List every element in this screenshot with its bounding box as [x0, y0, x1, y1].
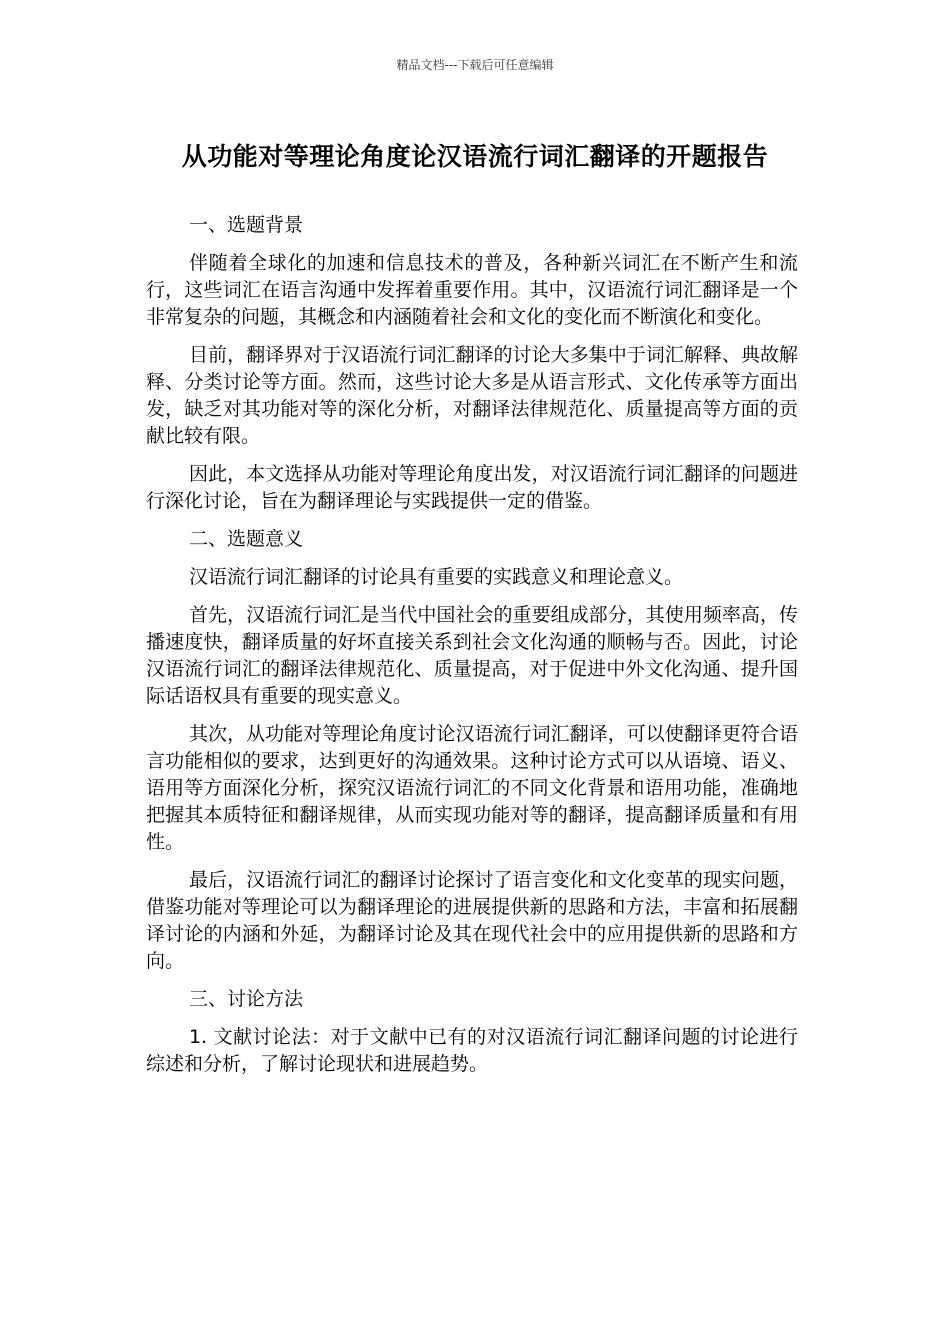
paragraph: 伴随着全球化的加速和信息技术的普及，各种新兴词汇在不断产生和流行，这些词汇在语言沟通中发挥着重要作用。其中，汉语流行词汇翻译是一个非常复杂的问题，其概念和内涵随着社会和文化的变化而不断演化和变化。	[146, 252, 798, 328]
paragraph: 1. 文献讨论法：对于文献中已有的对汉语流行词汇翻译问题的讨论进行综述和分析，了解讨论现状和进展趋势。	[146, 1026, 798, 1075]
document-body	[146, 212, 798, 1089]
section-heading-significance: 二、选题意义	[189, 528, 304, 550]
paragraph: 因此，本文选择从功能对等理论角度出发，对汉语流行词汇翻译的问题进行深化讨论，旨在为翻译理论与实践提供一定的借鉴。	[146, 463, 798, 512]
section-heading-background: 一、选题背景	[189, 214, 304, 236]
document-title: 从功能对等理论角度论汉语流行词汇翻译的开题报告	[181, 142, 769, 171]
paragraph: 目前，翻译界对于汉语流行词汇翻译的讨论大多集中于词汇解释、典故解释、分类讨论等方面。然而，这些讨论大多是从语言形式、文化传承等方面出发，缺乏对其功能对等的深化分析，对翻译法律规范化、质量提高等方面的贡献比较有限。	[146, 344, 798, 447]
paragraph: 其次，从功能对等理论角度讨论汉语流行词汇翻译，可以使翻译更符合语言功能相似的要求，达到更好的沟通效果。这种讨论方式可以从语境、语义、语用等方面深化分析，探究汉语流行词汇的不同文化背景和语用功能，准确地把握其本质特征和翻译规律，从而实现功能对等的翻译，提高翻译质量和有用性。	[146, 723, 798, 853]
page-header-note: 精品文档---下载后可任意编辑	[396, 58, 554, 72]
paragraph: 首先，汉语流行词汇是当代中国社会的重要组成部分，其使用频率高，传播速度快，翻译质量的好坏直接关系到社会文化沟通的顺畅与否。因此，讨论汉语流行词汇的翻译法律规范化、质量提高，对于促进中外文化沟通、提升国际话语权具有重要的现实意义。	[146, 604, 798, 707]
paragraph: 汉语流行词汇翻译的讨论具有重要的实践意义和理论意义。	[189, 566, 684, 588]
section-heading-methods: 三、讨论方法	[189, 988, 304, 1010]
paragraph: 最后，汉语流行词汇的翻译讨论探讨了语言变化和文化变革的现实问题，借鉴功能对等理论可以为翻译理论的进展提供新的思路和方法，丰富和拓展翻译讨论的内涵和外延，为翻译讨论及其在现代社会中的应用提供新的思路和方向。	[146, 869, 798, 972]
